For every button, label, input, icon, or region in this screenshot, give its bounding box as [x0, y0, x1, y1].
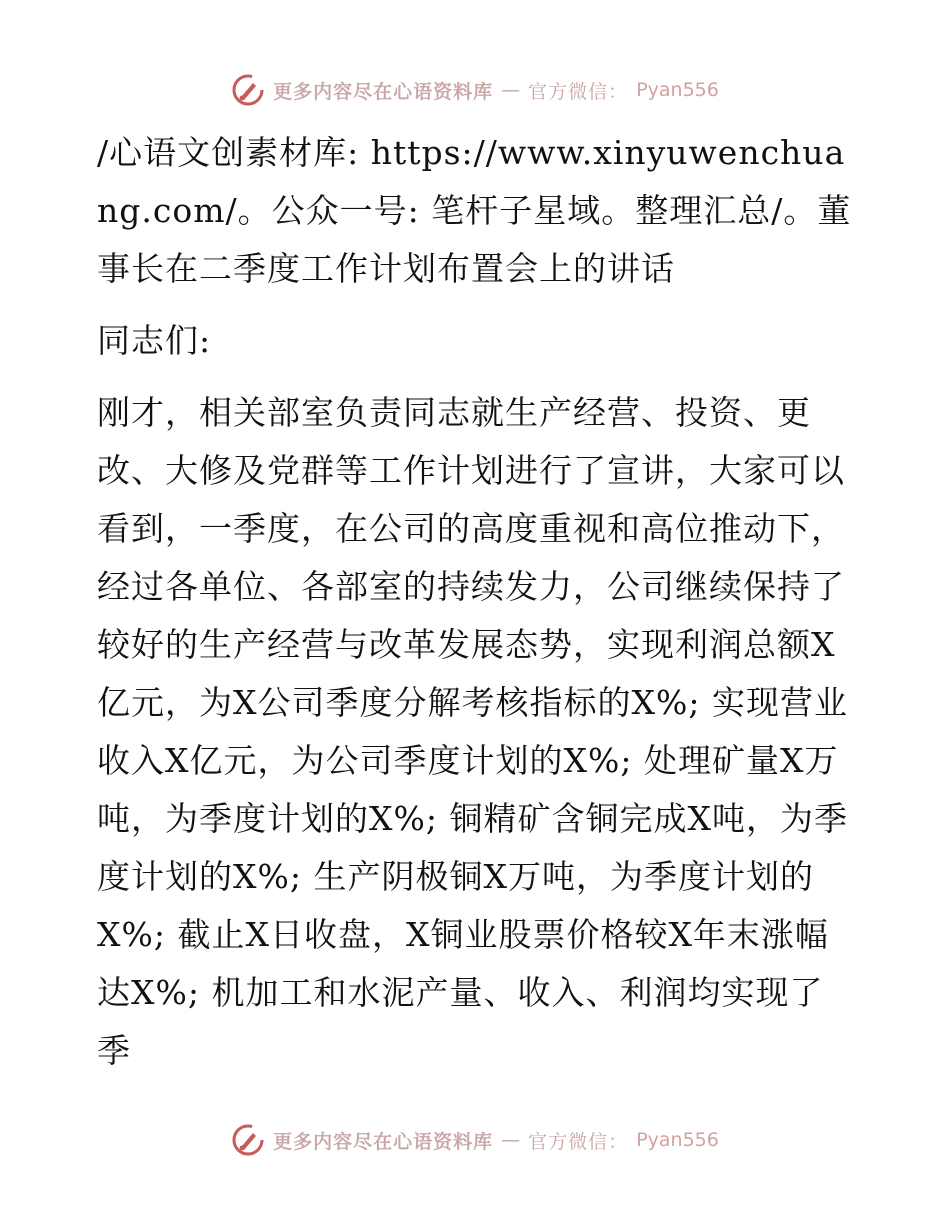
- watermark-wechat-id: Pyan556: [636, 1129, 719, 1151]
- brush-logo-icon: [231, 1123, 265, 1157]
- document-paragraph: /心语文创素材库: https://www.xinyuwenchuang.com/。公众一号: 笔杆子星域。整理汇总/。董事长在二季度工作计划布置会上的讲话: [97, 133, 852, 288]
- brush-logo-icon: [231, 73, 265, 107]
- watermark-wechat-id: Pyan556: [636, 79, 719, 101]
- watermark-sub-text: 官方微信：: [528, 1130, 629, 1153]
- watermark-dash: —: [501, 79, 521, 101]
- watermark-main-text: 更多内容尽在心语资料库: [273, 80, 494, 103]
- watermark-sub-text: 官方微信：: [528, 80, 629, 103]
- document-paragraph: 刚才，相关部室负责同志就生产经营、投资、更改、大修及党群等工作计划进行了宣讲，大家可以看到，一季度，在公司的高度重视和高位推动下，经过各单位、各部室的持续发力，公司继续保持了较好的生产经营与改革发展态势，实现利润总额X亿元，为X公司季度分解考核指标的X%; 实现营业收入X亿元，为公司季度计划的X%; 处理矿量X万吨，为季度计划的X%; 铜精矿含铜完成X吨，为季度计划的X%; 生产阴极铜X万吨，为季度计划的X%; 截止X日收盘，X铜业股票价格较X年末涨幅达X%; 机加工和水泥产量、收入、利润均实现了季: [97, 393, 848, 1070]
- document-paragraph: 同志们:: [97, 321, 212, 360]
- watermark-dash: —: [501, 1129, 521, 1151]
- watermark-header: [0, 70, 950, 110]
- document-body: [97, 124, 857, 1080]
- watermark-main-text: 更多内容尽在心语资料库: [273, 1130, 494, 1153]
- watermark-footer: [0, 1120, 950, 1160]
